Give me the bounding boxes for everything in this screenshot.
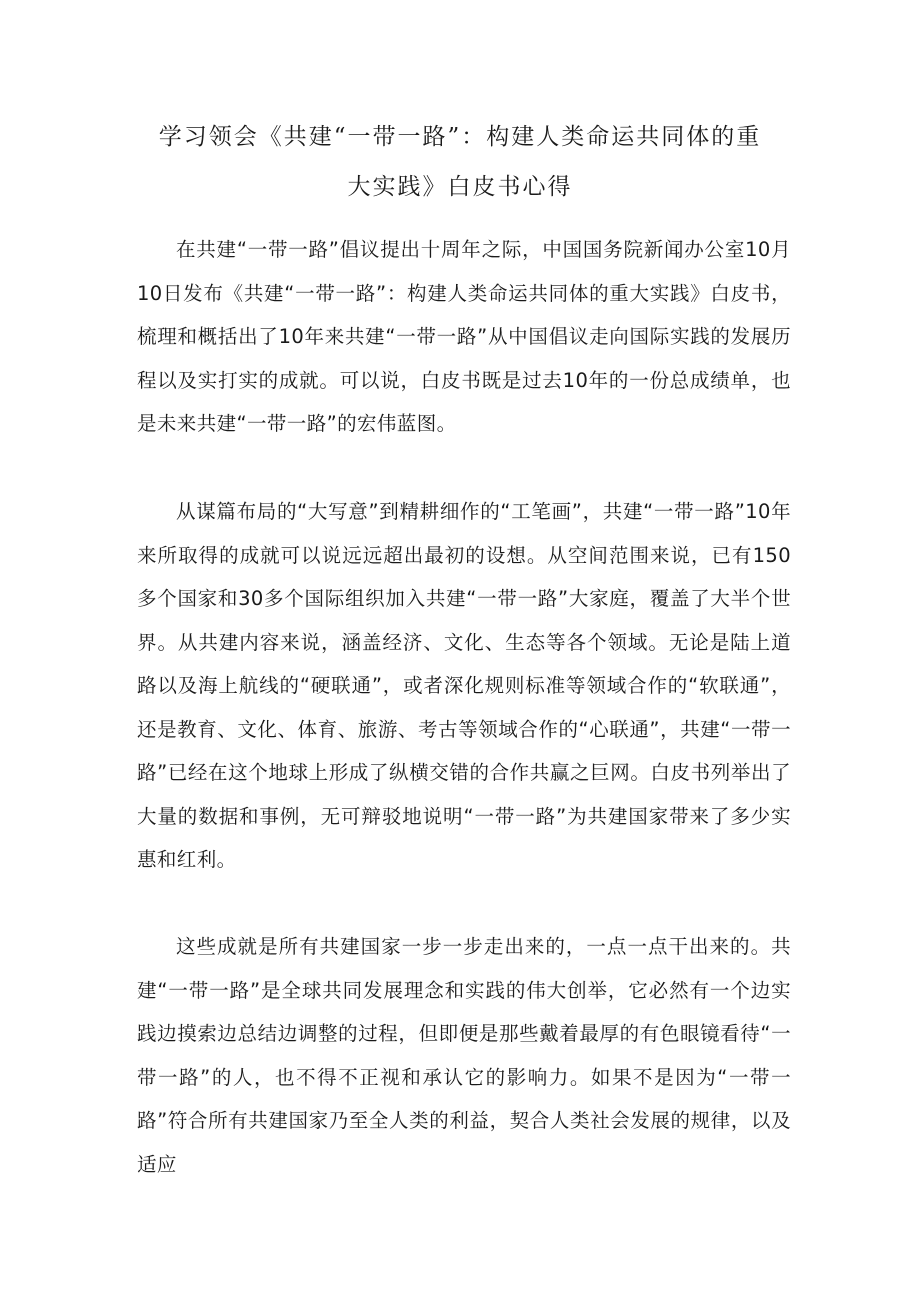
- paragraph-3: 这些成就是所有共建国家一步一步走出来的，一点一点干出来的。共建“一带一路”是全球共同发展理念和实践的伟大创举，它必然有一个边实践边摸索边总结边调整的过程，但即便是那些戴着最厚的有色眼镜看待“一带一路”的人，也不得不正视和承认它的影响力。如果不是因为“一带一路”符合所有共建国家乃至全人类的利益，契合人类社会发展的规律，以及适应: [137, 935, 791, 1176]
- title-line-2: 大实践》白皮书心得: [347, 174, 573, 200]
- document-title: [130, 112, 790, 212]
- title-line-1: 学习领会《共建“一带一路”：构建人类命运共同体的重: [158, 124, 762, 150]
- paragraph-2: 从谋篇布局的“大写意”到精耕细作的“工笔画”，共建“一带一路”10年来所取得的成就可以说远远超出最初的设想。从空间范围来说，已有150多个国家和30多个国际组织加入共建“一带一路”大家庭，覆盖了大半个世界。从共建内容来说，涵盖经济、文化、生态等各个领域。无论是陆上道路以及海上航线的“硬联通”，或者深化规则标准等领域合作的“软联通”，还是教育、文化、体育、旅游、考古等领域合作的“心联通”，共建“一带一路”已经在这个地球上形成了纵横交错的合作共赢之巨网。白皮书列举出了大量的数据和事例，无可辩驳地说明“一带一路”为共建国家带来了多少实惠和红利。: [137, 500, 791, 871]
- paragraph-1: 在共建“一带一路”倡议提出十周年之际，中国国务院新闻办公室10月10日发布《共建“一带一路”：构建人类命运共同体的重大实践》白皮书，梳理和概括出了10年来共建“一带一路”从中国倡议走向国际实践的发展历程以及实打实的成就。可以说，白皮书既是过去10年的一份总成绩单，也是未来共建“一带一路”的宏伟蓝图。: [137, 238, 791, 435]
